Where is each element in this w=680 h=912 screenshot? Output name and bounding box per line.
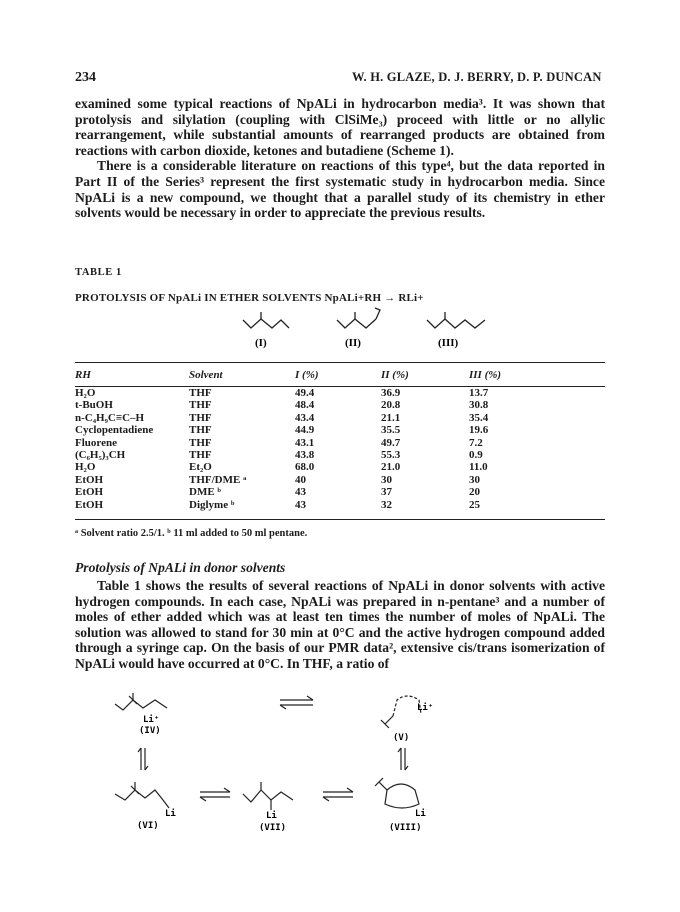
header-i: I (%) [295, 369, 319, 381]
header-iii: III (%) [469, 369, 502, 381]
cell-i-pct: 43.1 [295, 436, 315, 449]
cell-i-pct: 49.4 [295, 387, 315, 399]
equilibrium-arrow-bottom-left [200, 788, 230, 801]
cell-ii-pct: 20.8 [381, 399, 401, 412]
cell-rh: t-BuOH [75, 399, 113, 412]
cell-i-pct: 43.4 [295, 411, 315, 424]
cell-ii-pct: 32 [381, 498, 392, 511]
atom-label-viii: Li [415, 809, 426, 819]
structure-label-i: (I) [255, 337, 267, 349]
table-header-rule [75, 386, 605, 387]
scheme-label-iv: (IV) [139, 726, 161, 736]
section-heading: Protolysis of NpALi in donor solvents [75, 560, 286, 575]
cell-iii-pct: 25 [469, 498, 480, 511]
cell-rh: EtOH [75, 498, 104, 511]
cell-rh: EtOH [75, 473, 104, 486]
cell-iii-pct: 11.0 [469, 461, 488, 474]
table-header-row [75, 369, 605, 387]
cell-i-pct: 68.0 [295, 461, 315, 474]
cell-rh: Cyclopentadiene [75, 424, 154, 437]
equilibrium-arrow-bottom-right [323, 788, 353, 801]
data-table [75, 369, 605, 511]
cell-ii-pct: 30 [381, 473, 392, 486]
cell-solvent: Et₂O [189, 461, 212, 474]
table-row [75, 449, 605, 461]
cell-i-pct: 43.8 [295, 449, 315, 462]
section-body: Table 1 shows the results of several reactions of NpALi in donor solvents with active hydrogen compounds. In each case, NpALi was prepared in n-pentane³ and a number of moles of ether added which was at least ten times the number of moles of NpALi. The solution was allowed to stand for 30 min at 0°C and the active hydrogen compound added through a syringe cap. On the basis of our PMR data², extensive cis/trans isomerization of NpALi would have occurred at 0°C. In THF, a ratio of [75, 578, 605, 671]
cell-ii-pct: 55.3 [381, 449, 401, 462]
header-ii: II (%) [381, 369, 409, 381]
header-solvent: Solvent [189, 369, 223, 381]
cell-iii-pct: 30 [469, 473, 480, 486]
cell-ii-pct: 37 [381, 486, 392, 499]
table-row [75, 387, 605, 399]
intro-paragraph-1: examined some typical reactions of NpALi in hydrocarbon media³. It was shown that protolysis and silylation (coupling with ClSiMe₃) proceed with little or no allylic rearrangement, while substantial amounts of rearranged products are obtained from reactions with carbon dioxide, ketones and butadiene (Scheme 1). [75, 96, 605, 158]
atom-label-iv: Li⁺ [143, 715, 160, 725]
cell-solvent: THF [189, 424, 212, 437]
cell-ii-pct: 21.1 [381, 411, 401, 424]
table-row [75, 486, 605, 498]
structure-v-drawing [381, 696, 421, 728]
scheme-label-vii: (VII) [259, 823, 287, 833]
header-rh: RH [75, 369, 91, 381]
table-bottom-rule [75, 519, 605, 520]
cell-iii-pct: 13.7 [469, 387, 489, 399]
cell-iii-pct: 7.2 [469, 436, 483, 449]
equilibrium-arrow-right [398, 748, 408, 770]
table-label: TABLE 1 [75, 267, 122, 278]
structure-vii-drawing [243, 782, 293, 810]
table-row [75, 412, 605, 424]
reaction-scheme [75, 686, 605, 836]
cell-rh: n-C₄H₉C≡C–H [75, 411, 145, 424]
cell-rh: H₂O [75, 461, 96, 474]
table-structures [75, 306, 605, 358]
table-row [75, 474, 605, 486]
atom-label-v: Li⁺ [417, 703, 434, 713]
equilibrium-arrow-top [280, 696, 313, 709]
cell-rh: Fluorene [75, 436, 117, 449]
intro-paragraph-2: There is a considerable literature on reactions of this type⁴, but the data reported in Part II of the Series³ represent the first systematic study in hydrocarbon media. Since NpALi is a new compound, we thought that a parallel study of its chemistry in ether solvents would be necessary in order to appreciate the previous results. [75, 158, 605, 221]
table-row [75, 424, 605, 436]
scheme-label-vi: (VI) [137, 821, 159, 831]
cell-solvent: THF [189, 387, 212, 399]
cell-solvent: DME ᵇ [189, 486, 221, 499]
structure-iv-drawing [115, 693, 167, 710]
atom-label-vii: Li [266, 811, 277, 821]
table-footnote: ᵃ Solvent ratio 2.5/1. ᵇ 11 ml added to 50 ml pentane. [75, 528, 308, 539]
structure-ii-drawing [337, 308, 380, 328]
cell-rh: EtOH [75, 486, 104, 499]
scheme-label-v: (V) [393, 733, 410, 743]
running-head: W. H. GLAZE, D. J. BERRY, D. P. DUNCAN [352, 70, 602, 84]
cell-ii-pct: 35.5 [381, 424, 401, 437]
cell-i-pct: 43 [295, 498, 306, 511]
structure-viii-drawing [375, 778, 419, 808]
page-number: 234 [75, 70, 96, 85]
structure-label-iii: (III) [438, 337, 459, 349]
cell-ii-pct: 49.7 [381, 436, 401, 449]
cell-iii-pct: 19.6 [469, 424, 489, 437]
table-caption: PROTOLYSIS OF NpALi IN ETHER SOLVENTS NpALi+RH → RLi+ [75, 292, 424, 304]
table-row [75, 399, 605, 411]
cell-ii-pct: 21.0 [381, 461, 401, 474]
cell-rh: H₂O [75, 387, 96, 399]
table-row [75, 437, 605, 449]
equilibrium-arrow-left [138, 748, 148, 770]
cell-iii-pct: 35.4 [469, 411, 489, 424]
cell-i-pct: 44.9 [295, 424, 315, 437]
scheme-label-viii: (VIII) [389, 823, 422, 833]
cell-iii-pct: 0.9 [469, 449, 483, 462]
cell-solvent: THF [189, 399, 212, 412]
intro-text [75, 96, 605, 221]
cell-solvent: THF [189, 411, 212, 424]
cell-solvent: THF/DME ᵃ [189, 473, 247, 486]
table-row [75, 499, 605, 511]
structure-vi-drawing [115, 782, 169, 808]
cell-i-pct: 48.4 [295, 399, 315, 412]
cell-iii-pct: 20 [469, 486, 480, 499]
cell-i-pct: 40 [295, 473, 306, 486]
structure-label-ii: (II) [345, 337, 361, 349]
cell-solvent: Diglyme ᵇ [189, 498, 235, 511]
cell-i-pct: 43 [295, 486, 306, 499]
cell-ii-pct: 36.9 [381, 387, 401, 399]
table-top-rule [75, 362, 605, 363]
cell-solvent: THF [189, 436, 212, 449]
cell-solvent: THF [189, 449, 212, 462]
structure-i-drawing [243, 312, 289, 328]
section-text [75, 578, 605, 672]
structure-iii-drawing [427, 312, 485, 328]
cell-iii-pct: 30.8 [469, 399, 489, 412]
atom-label-vi: Li [165, 809, 176, 819]
cell-rh: (C₆H₅)₃CH [75, 449, 126, 462]
table-row [75, 461, 605, 473]
